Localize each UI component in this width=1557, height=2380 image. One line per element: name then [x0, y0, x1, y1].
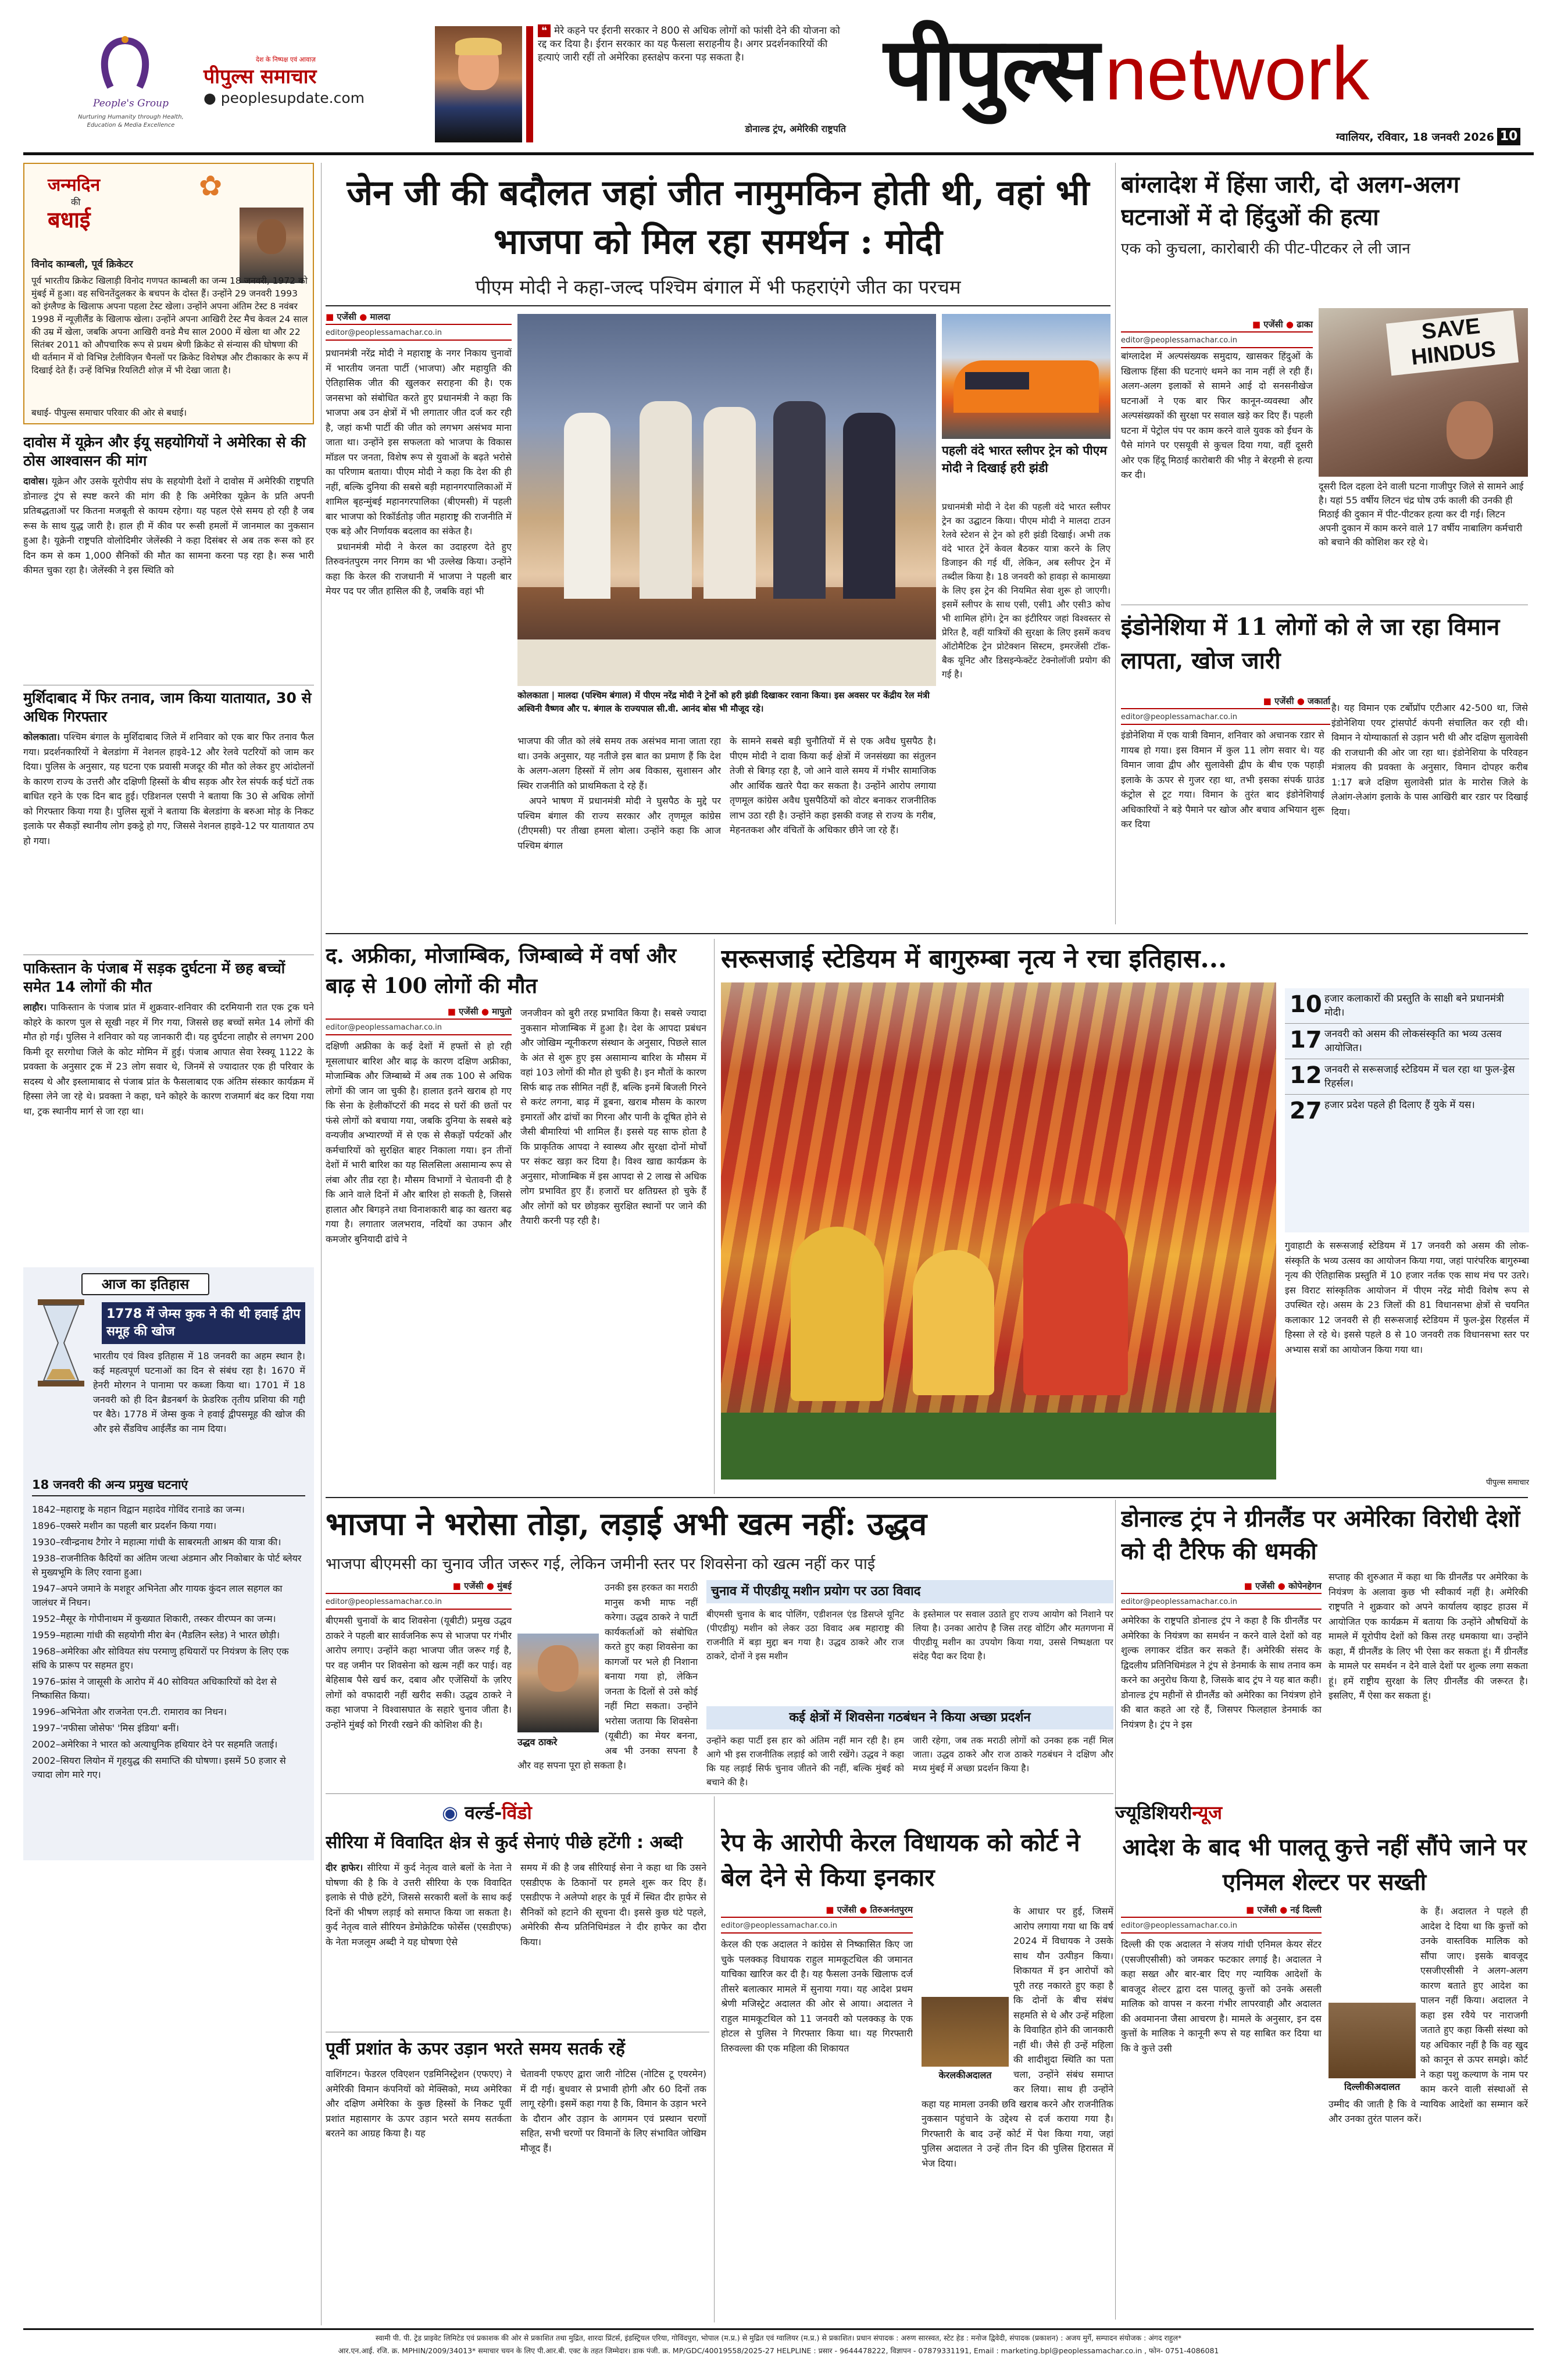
hourglass-icon: [35, 1299, 87, 1386]
camera-icon: ■: [326, 312, 334, 322]
train-body: प्रधानमंत्री मोदी ने देश की पहली वंदे भारत स्लीपर ट्रेन का उद्घाटन किया। पीएम मोदी ने मालदा टाउन रेलवे स्टेशन से ट्रेन को हरी झंडी दिखाई। अभी तक वंदे भारत ट्रेनें केवल बैठकर यात्रा करने के लिए डिजाइन की गई थीं, लेकिन, अब स्लीपर ट्रेन में तब्दील किया है। 18 जनवरी को हावड़ा से कामाख्या के लिए इस ट्रेन की नियमित सेवा शुरू हो जाएगी। इसमें स्लीपर के साथ एसी, एसी1 और एसी3 कोच भी शामिल होंगे। ट्रेन का इंटीरियर जहां विश्वस्तर से प्रेरित है, वहीं यात्रियों की सुरक्षा के लिए इसमें कवच ऑटोमैटिक ट्रेन प्रोटेक्शन सिस्टम, इमरजेंसी टॉक-बैक यूनिट और डिसइन्फेक्टेंट टेक्नोलॉजी प्रयोग की गई है।: [942, 502, 1110, 680]
lead-col2-p2: अपने भाषण में प्रधानमंत्री मोदी ने घुसपैठ के मुद्दे पर पश्चिम बंगाल की राज्य सरकार और तृणमूल कांग्रेस (टीएमसी) पर तीखा हमला बोला। उन्होंने कहा कि आज पश्चिम बंगाल: [517, 795, 721, 851]
footer-line-1: स्वामी पी. पी. ट्रेड प्राइवेट लिमिटेड एवं प्रकाशक की ओर से प्रकाशित तथा मुद्रित, शारदा प्रिंटर्स, इंडस्ट्रियल एरिया, गोविंदपुरा, भोपाल (म.प्र.) से मुद्रित एवं ग्वालियर (म.प्र.) से प्रकाशित। प्रधान संपादक : अरुण सारस्वत, स्टेट हेड : मनोज द्विवेदी, संपादक (प्रकाशन) : अजय मुर्गे, सम्पादन संयोजक : अंगद राहुल*: [375, 2333, 1182, 2342]
lead-col1-p1: प्रधानमंत्री नरेंद्र मोदी ने महाराष्ट्र के नगर निकाय चुनावों में भारतीय जनता पार्टी (भाजपा) और महायुति की ऐतिहासिक जीत की खुलकर सराहना की है। एक जनसभा को संबोधित करते हुए प्रधानमंत्री ने कहा कि भाजपा अब उन क्षेत्रों में भी लगातार जीत दर्ज कर रही है, जहां कभी पार्टी की जीत को लगभग असंभव माना जाता था। उन्होंने इस सफलता को भाजपा के विकास मॉडल पर जनता, विशेष रूप से युवाओं के बढ़ते भरोसे का परिणाम बताया। पीएम मोदी ने कहा कि देश की ही नहीं, बल्कि दुनिया की सबसे बड़ी महानगरपालिकाओं में शामिल बृहन्मुंबई महानगरपालिका (बीएमसी) में पहली बार भाजपा को रिकॉर्डतोड़ जीत महाराष्ट्र की राजनीति में एक बड़े और निर्णायक बदलाव का संकेत है।: [326, 348, 512, 537]
pin-icon: ●: [486, 1581, 494, 1591]
other-events-title: 18 जनवरी की अन्य प्रमुख घटनाएं: [32, 1477, 305, 1496]
gavel-photo: [922, 1997, 1009, 2084]
judiciary-label-a: ज्यूडिशियरी: [1115, 1802, 1192, 1824]
fact-item: [1285, 988, 1529, 1024]
pakistan-headline: पाकिस्तान के पंजाब में सड़क दुर्घटना में छह बच्चों समेत 14 लोगों की मौत: [23, 960, 285, 995]
trump-photo: [435, 26, 522, 142]
group-name: People's Group: [93, 98, 169, 109]
kerala-place: तिरुअनंतपुरम: [870, 1904, 913, 1915]
history-box: [23, 1267, 314, 1860]
padu-col1: बीएमसी चुनाव के बाद पोलिंग, एडीशनल एंड डिसप्ले यूनिट (पीएडीयू) मशीन को लेकर उठा विवाद अब महाराष्ट्र की राजनीति में बड़ा मुद्दा बन गया है। उद्धव ठाकरे और राज ठाकरे, दोनों ने इस मशीन: [706, 1609, 904, 1661]
gavel-photo: [1329, 2003, 1416, 2096]
event-item: 1968–अमेरिका और सोवियत संघ परमाणु हथियारों पर नियंत्रण के लिए एक संधि के प्रारूप पर सहमत हुए।: [32, 1646, 289, 1671]
birthday-body: पूर्व भारतीय क्रिकेट खिलाड़ी विनोद गणपत काम्बली का जन्म 18 जनवरी, 1972 को मुंबई में हुआ। वह सचिनतेंदुलकर के बचपन के दोस्त हैं। उन्होंने 29 जनवरी 1993 को इंग्लैण्ड के खिलाफ अपना पहला टेस्ट खेला। उन्होंने अपना अंतिम टेस्ट 8 नवंबर 1998 में न्यूज़ीलैंड के खिलाफ खेला। उन्होंने अपना आखिरी टेस्ट मैच केवल 24 साल की उम्र में खेला, जबकि अपना आखिरी वनडे मैच साल 2000 में खेला था और 22 सितंबर 2011 को औपचारिक रूप से प्रथम श्रेणी क्रिकेट से संन्यास की घोषणा की थी वर्तमान में वो विभिन्न टेलीविज़न चैनलों पर क्रिकेट विशेषज्ञ और टीकाकार के रूप में दिखाई देते हैं। उन्हें विभिन्न रियलिटी शोज़ में भी देखा जाता है।: [31, 276, 308, 376]
pin-icon: ●: [481, 1006, 489, 1017]
fact-item: [1285, 1024, 1529, 1059]
rule: [326, 1497, 1528, 1498]
peoples-group-logo: [70, 23, 192, 151]
bangladesh-headline: बांग्लादेश में हिंसा जारी, दो अलग-अलग घटनाओं में दो हिंदुओं की हत्या: [1121, 171, 1460, 231]
history-body: भारतीय एवं विश्व इतिहास में 18 जनवरी का अहम स्थान है। कई महत्वपूर्ण घटनाओं का दिन से संबंध रहा है। 1670 में हेनरी मोरगन ने पानामा पर कब्जा किया था। 1701 में 18 जनवरी को ही दिन ब्रैडनबर्ग के फ्रेडरिक तृतीय प्रशिया की गद्दी पर बैठे। 1778 में जेम्स कुक ने हवाई द्वीपसमूह की खोज की और इसे सैंडविच आईलैंड का नाम दिया।: [93, 1350, 305, 1434]
judiciary-col2-text: के हैं। अदालत ने पहले ही आदेश दे दिया था कि कुत्तों को उनके वास्तविक मालिक को सौंपा जाए। इसके बावजूद एसजीएसीसी ने अलग-अलग कारण बताते हुए आदेश का पालन नहीं किया। अदालत ने कहा इस रवैये पर नाराजगी जताते हुए कहा किसी संस्था को यह अधिकार नहीं है कि वह खुद को कानून से ऊपर समझे। कोर्ट ने कहा पशु कल्याण के नाम पर काम करने वाली संस्थाओं से उम्मीद की जाती है कि वे न्यायिक आदेशों का सम्मान करें और उनका तुरंत पालन करें।: [1329, 1906, 1528, 2124]
event-item: 1976–फ्रांस ने जासूसी के आरोप में 40 सोवियत अधिकारियों को देश से निष्कासित किया।: [32, 1676, 277, 1701]
lead-col2-p1: भाजपा की जीत को लंबे समय तक असंभव माना जाता रहा था। उनके अनुसार, यह नतीजे इस बात का प्रमाण हैं कि देश के अलग-अलग हिस्सों में लोग अब विकास, सुशासन और स्थिर राजनीति को प्राथमिकता दे रहे हैं।: [517, 735, 721, 791]
kerala-headline: रेप के आरोपी केरल विधायक को कोर्ट ने बेल देने से किया इनकार: [721, 1828, 1080, 1892]
judiciary-headline: आदेश के बाद भी पालतू कुत्ते नहीं सौंपे जाने पर एनिमल शेल्टर पर सख्ती: [1122, 1834, 1527, 1896]
event-item: 1938–राजनीतिक कैदियों का अंतिम जत्था अंडमान और निकोबार के पोर्ट ब्लेयर से मुख्यभूमि के लिए रवाना हुआ।: [32, 1553, 302, 1578]
flight-col2: चेतावनी एफएए द्वारा जारी नोटिस (नोटिस टू एयरमेन) में दी गई। बुधवार से प्रभावी होगी और 60 दिनों तक लागू रहेगी। इसमें कहा गया है कि, विमान के उड़ान भरने के दौरान और उड़ान के आगमन एवं प्रस्थान चरणों सहित, सभी चरणों पर विमानों के लिए संभावित जोखिम मौजूद हैं।: [520, 2068, 706, 2154]
brand-hindi: पीपुल्स: [884, 19, 1098, 120]
camera-icon: ■: [1245, 1904, 1255, 1915]
quote-icon: ❝: [538, 24, 551, 37]
pakistan-text: पाकिस्तान के पंजाब प्रांत में शुक्रवार-शनिवार की दरमियानी रात एक ट्रक घने कोहरे के कारण पुल से सूखी नहर में गिर गया, जिससे छह बच्चों समेत 14 लोगों की मौत हो गई। पुलिस ने शनिवार को यह जानकारी दी। यह दुर्घटना लाहौर से लगभग 200 किमी दूर सरगोधा जिले के कोट मोमिन में हुई। पंजाब आपात सेवा रेस्क्यू 1122 के प्रवक्ता के अनुसार ट्रक में 23 लोग सवार थे, जिनमें से ज्यादातर एक ही परिवार के सदस्य थे और इस्लामाबाद से पंजाब प्रांत के फैसलाबाद एक अंतिम संस्कार कार्यक्रम में हिस्सा लेने जा रहे थे। प्रवक्ता ने कहा, घने कोहरे के कारण राजमार्ग बंद कर दिया गया था, ट्रक स्थानीय मार्ग से जा रहा था।: [23, 1002, 314, 1117]
horseshoe-logo-icon: [99, 35, 151, 93]
quote-body: मेरे कहने पर ईरानी सरकार ने 800 से अधिक लोगों को फांसी देने की योजना को रद्द कर दिया है। ईरान सरकार का यह फैसला सराहनीय है। अगर प्रदर्शनकारियों की हत्याएं जारी रहीं तो अमेरिका हस्तक्षेप करना पड़ सकता है।: [538, 25, 840, 63]
world-window-label: [442, 1799, 645, 1826]
camera-icon: ■: [1252, 319, 1260, 330]
uddhav-subheadline: भाजपा बीएमसी का चुनाव जीत जरूर गई, लेकिन जमीनी स्तर पर शिवसेना को खत्म नहीं कर पाई: [326, 1555, 876, 1573]
syria-col2: समय में की है जब सीरियाई सेना ने कहा था कि उसने एसडीएफ के ठिकानों पर हमले शुरू कर दिए हैं। एसडीएफ ने अलेप्पो शहर के पूर्व में स्थित दीर हाफेर से सैनिकों को हटाने की सूचना दी। इससे कुछ घंटे पहले, अमेरिकी सैन्य प्रतिनिधिमंडल ने दीर हाफेर का दौरा किया।: [520, 1862, 706, 1947]
rule: [326, 933, 1528, 934]
samachar-brand: [203, 55, 395, 119]
bangladesh-email: editor@peoplessamachar.co.in: [1121, 336, 1313, 348]
judiciary-byline: [1121, 1904, 1322, 1937]
judiciary-label: [1047, 1799, 1291, 1826]
kerala-court-tag: केरलकीअदालत: [922, 2067, 1009, 2084]
syria-headline: सीरिया में विवादित क्षेत्र से कुर्द सेनाएं पीछे हटेंगी : अब्दी: [326, 1832, 683, 1853]
camera-icon: ■: [1244, 1581, 1252, 1591]
africa-col1: दक्षिणी अफ्रीका के कई देशों में हफ्तों से हो रही मूसलाधार बारिश और बाढ़ के कारण दक्षिण अफ्रीका, मोजाम्बिक और जिम्बाब्वे में अब तक 100 से अधिक लोगों की जान जा चुकी है। हालात इतने खराब हो गए कि सेना के हेलीकॉप्टरों की मदद से घरों की छतों पर फंसे लोगों को बचाया गया, जबकि दुनिया के सबसे बड़े वन्यजीव अभ्यारण्यों में से एक से सैकड़ों पर्यटकों और कर्मचारियों को सुरक्षित बाहर निकाला गया। इन तीनों देशों में भारी बारिश का यह सिलसिला असामान्य रूप से लंबा और तीव्र रहा है। मौसम विभागों ने चेतावनी दी है कि आने वाले दिनों में और बारिश हो सकती है, जिससे हालात और बिगड़ने तथा विनाशकारी बाढ़ का खतरा बढ़ गया है। लगातार जलभराव, नदियों का उफान और कमजोर बुनियादी ढांचे ने: [326, 1041, 512, 1245]
fact-text: जनवरी को असम की लोकसंस्कृति का भव्य उत्सव आयोजित।: [1324, 1028, 1502, 1054]
kerala-agency: एजेंसी: [837, 1904, 857, 1915]
save-hindus-photo: [1319, 308, 1528, 477]
uddhav-email: editor@peoplessamachar.co.in: [326, 1598, 512, 1610]
quote-author: डोनाल्ड ट्रंप, अमेरिकी राष्ट्रपति: [745, 123, 846, 134]
assam-headline: सरूसजाई स्टेडियम में बागुरुम्बा नृत्य ने रचा इतिहास...: [721, 944, 1227, 974]
footer-line-2: आर.एन.आई. रजि. क्र. MPHIN/2009/34013* समाचार चयन के लिए पी.आर.बी. एक्ट के तहत जिम्मेदार। डाक पंजी. क्र. MP/GDC/40019558/2025-27 HELPLINE : प्रसार - 9644478222, विज्ञापन - 07879331191, Email : marketing.bpl@peoplessamachar.co.in , फोन- 0751-4086081: [338, 2346, 1219, 2355]
event-item: 1947–अपने जमाने के मशहूर अभिनेता और गायक कुंदन लाल सहगल का जालंधर में निधन।: [32, 1583, 283, 1608]
kerala-col1: केरल की एक अदालत ने कांग्रेस से निष्कासित किए जा चुके पलक्कड़ विधायक राहुल मामकूटथिल की जमानत याचिका खारिज कर दी है। यह फैसला उनके खिलाफ दर्ज तीसरे बलात्कार मामले में सुनाया गया। यह आदेश प्रथम श्रेणी मजिस्ट्रेट अदालत की ओर से आया। अदालत ने राहुल मामकूटथिल को 11 जनवरी को पलक्कड़ के एक होटल से पुलिस ने गिरफ्तार किया था। यह गिरफ्तारी तिरुवल्ला की एक महिला की शिकायत: [721, 1939, 913, 2054]
fact-text: हजार कलाकारों की प्रस्तुति के साक्षी बने प्रधानमंत्री मोदी।: [1324, 993, 1504, 1019]
history-headline: 1778 में जेम्स कुक ने की थी हवाई द्वीप समूह की खोज: [102, 1302, 305, 1344]
protest-placard: SAVE HINDUS: [1386, 310, 1519, 376]
birthday-title: [48, 176, 164, 234]
africa-headline: द. अफ्रीका, मोजाम्बिक, जिम्बाब्वे में वर्षा और बाढ़ से 100 लोगों की मौत: [326, 944, 677, 998]
pakistan-dateline: लाहौर।: [23, 1002, 47, 1013]
event-item: 1930–रवीन्द्रनाथ टैगोर ने महात्मा गांधी के साबरमती आश्रम की यात्रा की।: [32, 1536, 281, 1548]
lead-col1-p2: प्रधानमंत्री मोदी ने केरल का उदाहरण देते हुए तिरुवनंतपुरम नगर निगम का भी उल्लेख किया। उन्होंने कहा कि केरल की राजधानी में भाजपा ने पहली बार मेयर पद पर जीत हासिल की है, जबकि वहां भी: [326, 541, 512, 596]
fact-number: 27: [1290, 1098, 1322, 1124]
column-rule: [1115, 1500, 1116, 2320]
davos-text: यूक्रेन और उसके यूरोपीय संघ के सहयोगी देशों ने दावोस में अमेरिकी राष्ट्रपति डोनाल्ड ट्रंप से स्पष्ट करने की मांग की है कि अमेरिका यूक्रेन के प्रति अपनी प्रतिबद्धताओं पर कितना मजबूती से कायम रहेगा। यह पहल ऐसे समय हो रही है जब रूस के साथ युद्ध जारी है। हाल ही में कीव पर रूसी हमलों में जानमाल का नुकसान हुआ है। यूक्रेनी राष्ट्रपति वोलोदिमीर जेलेंस्की ने कहा दिसंबर से अब तक रूस को हर दिन कम से कम 1,000 सैनिकों की मौत का सामना करना पड़ रहा है। रूस भारी कीमत चुका रहा है। जेलेंस्की ने इस स्थिति को: [23, 476, 314, 576]
events-list: [32, 1503, 305, 1854]
indonesia-email: editor@peoplessamachar.co.in: [1121, 713, 1330, 725]
birthday-box: [23, 163, 314, 424]
pin-icon: ●: [859, 1904, 867, 1915]
uddhav-place: मुंबई: [497, 1581, 512, 1591]
kerala-email: editor@peoplessamachar.co.in: [721, 1921, 913, 1934]
samachar-site: [203, 90, 395, 107]
quote-bar: [526, 26, 533, 142]
fact-number: 12: [1290, 1062, 1322, 1089]
lead-subheadline: पीएम मोदी ने कहा-जल्द पश्चिम बंगाल में भी फहराएंगे जीत का परचम: [475, 276, 961, 298]
flower-icon: ✿: [199, 170, 223, 202]
assam-body: गुवाहाटी के सरूसजाई स्टेडियम में 17 जनवरी को असम की लोक-संस्कृति के भव्य उत्सव का आयोजन किया गया, जहां पारंपरिक बागुरुम्बा नृत्य की ऐतिहासिक प्रस्तुति में 10 हजार नर्तक एक साथ मंच पर उतरे। इस विराट सांस्कृतिक आयोजन में पीएम नरेंद्र मोदी विशेष रूप से उपस्थित रहे। असम के 23 जिलों की 81 विधानसभा क्षेत्रों से चयनित कलाकार 12 जनवरी से ही सरूसजाई स्टेडियम में फुल-ड्रेस रिहर्सल में हिस्सा ले रहे थे। इससे पहले 8 से 10 जनवरी तक विधानसभा स्तर पर अभ्यास सत्रों का आयोजन किया गया था।: [1285, 1240, 1529, 1355]
uddhav-agency: एजेंसी: [464, 1581, 484, 1591]
uddhav-col1: बीएमसी चुनावों के बाद शिवसेना (यूबीटी) प्रमुख उद्धव ठाकरे ने पहली बार सार्वजनिक रूप से भाजपा पर गंभीर आरोप लगाए। उन्होंने कहा भाजपा जीत जरूर गई है, पर वह जमीन पर शिवसेना को खत्म नहीं कर पाई। वह बेहिसाब पैसे खर्च कर, दबाव और एजेंसियों के ज़रिए लोगों को वफादारी नहीं खरीद सकी। उद्धव ठाकरे ने कहा भाजपा ने विश्वासघात के सहारे चुनाव जीता है। उन्होंने मुंबई को गिरवी रखने की कोशिश की है।: [326, 1615, 512, 1730]
column-rule: [714, 1796, 715, 2322]
syria-text: सीरिया में कुर्द नेतृत्व वाले बलों के नेता ने घोषणा की है कि वे उत्तरी सीरिया के एक विवादित इलाके से पीछे हटेंगे, जिससे सरकारी बलों के साथ कई दिनों की भीषण लड़ाई को समाप्त किया जा सकता है। कुर्द नेतृत्व वाले सीरियन डेमोक्रेटिक फोर्सेस (एसडीएफ) के नेता मजलूम अब्दी ने यह घोषणा ऐसे: [326, 1862, 512, 1947]
africa-agency: एजेंसी: [459, 1006, 478, 1017]
camera-icon: ■: [452, 1581, 461, 1591]
indonesia-byline: [1121, 695, 1330, 728]
lead-email: editor@peoplessamachar.co.in: [326, 328, 512, 341]
globe-icon: ◉: [442, 1802, 458, 1824]
bangladesh-byline: [1121, 319, 1313, 352]
footer-rule: [23, 2328, 1534, 2330]
judiciary-place: नई दिल्ली: [1290, 1904, 1322, 1915]
event-item: 1997–'नफीसा जोसेफ' 'मिस इंडिया' बनीं।: [32, 1723, 179, 1734]
column-rule: [321, 163, 322, 2325]
birthday-title-c: बधाई: [48, 207, 91, 233]
flight-col1: वाशिंगटन। फेडरल एविएशन एडमिनिस्ट्रेशन (एफएए) ने अमेरिकी विमान कंपनियों को मेक्सिको, मध्य अमेरिका और दक्षिण अमेरिका के कुछ हिस्सों के निकट पूर्वी प्रशांत महासागर के ऊपर उड़ान भरते समय सतर्कता बरतने का आग्रह किया है। यह: [326, 2068, 512, 2139]
judiciary-email: editor@peoplessamachar.co.in: [1121, 1921, 1322, 1934]
photo-credit: पीपुल्स समाचार: [1486, 1478, 1529, 1487]
murshidabad-dateline: कोलकाता।: [23, 731, 60, 742]
column-rule: [714, 939, 715, 1494]
event-item: 1996–अभिनेता और राजनेता एन.टी. रामाराव का निधन।: [32, 1706, 227, 1717]
uddhav-headline: भाजपा ने भरोसा तोड़ा, लड़ाई अभी खत्म नहीं: उद्धव: [326, 1505, 927, 1542]
padu-col2: के इस्तेमाल पर सवाल उठाते हुए राज्य आयोग को निशाने पर लिया है। उनका आरोप है जिस तरह वोटिंग और मतगणना में पीएडीयू मशीन का उपयोग किया गया, उससे निष्पक्षता पर संदेह पैदा कर दिया है।: [913, 1609, 1113, 1661]
flight-headline: पूर्वी प्रशांत के ऊपर उड़ान भरते समय सतर्क रहें: [326, 2039, 625, 2059]
alliance-box-title: कई क्षेत्रों में शिवसेना गठबंधन ने किया अच्छा प्रदर्शन: [706, 1706, 1113, 1729]
event-item: 2002–सियरा लियोन में गृहयुद्ध की समाप्ति की घोषणा। इसमें 50 हजार से ज्यादा लोग मारे गए।: [32, 1755, 286, 1780]
indonesia-place: जकार्ता: [1308, 696, 1330, 706]
indonesia-col1: इंडोनेशिया में एक यात्री विमान, शनिवार को अचानक रडार से गायब हो गया। इस विमान में कुल 11 लोग सवार थे। यह विमान जावा द्वीप और सुलावेसी द्वीप के बीच एक पहाड़ी इलाके के ऊपर से गुजर रहा था, तभी इसका संपर्क ग्राउंड कंट्रोल से टूट गया। विमान के तुरंत बाद इंडोनेशियाई अधिकारियों ने बड़े पैमाने पर खोज और बचाव अभियान शुरू कर दिया: [1121, 730, 1324, 830]
uddhav-byline: [326, 1580, 512, 1613]
bangladesh-place: ढाका: [1297, 319, 1313, 330]
dateline: ग्वालियर, रविवार, 18 जनवरी 2026: [1335, 131, 1494, 144]
indonesia-col2: है। यह विमान एक टर्बोप्रॉप एटीआर 42-500 था, जिसे इंडोनेशिया एयर ट्रांसपोर्ट कंपनी संचालित कर रही थी। विमान ने योग्याकार्ता से उड़ान भरी थी और दक्षिण सुलावेसी की राजधानी की ओर जा रहा था। इंडोनेशिया के परिवहन मंत्रालय की प्रवक्ता के अनुसार, विमान दोपहर करीब 1:17 बजे दक्षिण सुलावेसी प्रांत के मारोस जिले के लेआंग-लेआंग इलाके के पास आखिरी बार रडार पर दिखाई दिया।: [1331, 702, 1528, 817]
camera-icon: ■: [447, 1006, 456, 1017]
alliance-col1: उन्होंने कहा पार्टी इस हार को अंतिम नहीं मान रही है। हम आगे भी इस राजनीतिक लड़ाई को जारी रखेंगे। उद्धव ने कहा कि यह लड़ाई सिर्फ चुनाव जीतने की नहीं, बल्कि मुंबई को बचाने की है।: [706, 1735, 904, 1788]
birthday-title-a: जन्मदिन: [48, 175, 101, 195]
pakistan-body: [23, 1000, 314, 1259]
pin-icon: ●: [1285, 319, 1294, 330]
train-photo: [942, 314, 1110, 439]
uddhav-col2: [517, 1580, 698, 1785]
trump-headline: डोनाल्ड ट्रंप ने ग्रीनलैंड पर अमेरिका विरोधी देशों को दी टैरिफ की धमकी: [1121, 1505, 1520, 1565]
samachar-tagline: देश के निष्पक्ष एवं आवाज़: [256, 56, 316, 63]
syria-dateline: दीर हाफेर।: [326, 1862, 363, 1873]
history-label: आज का इतिहास: [81, 1273, 209, 1295]
modi-event-photo: [517, 314, 936, 686]
africa-col2: जनजीवन को बुरी तरह प्रभावित किया है। सबसे ज्यादा नुकसान मोजाम्बिक में हुआ है। देश के आपदा प्रबंधन और जोखिम न्यूनीकरण संस्थान के अनुसार, पिछले साल के अंत से शुरू हुए इस असामान्य बारिश के मौसम में वहां 103 लोगों की मौत हो चुकी है। इन मौतों के कारण सिर्फ बाढ़ तक सीमित नहीं हैं, बल्कि इनमें बिजली गिरने से करंट लगना, बाढ़ में डूबना, खराब मौसम के कारण इमारतों और ढांचों का गिरना और पानी के दूषित होने से जैसी बीमारियां भी शामिल हैं। इससे यह साफ होता है कि प्राकृतिक आपदा ने स्वास्थ्य और सुरक्षा दोनों मोर्चों पर संकट खड़ा कर दिया है। विश्व खाद्य कार्यक्रम के अनुसार, मोजाम्बिक में इस आपदा से 2 लाख से अधिक लोग प्रभावित हुए हैं। हजारों घर क्षतिग्रस्त हो चुके हैं और लोगों को घर छोड़कर सुरक्षित स्थानों पर जाने की तैयारी करनी पड़ रही है।: [520, 1007, 706, 1226]
kerala-col2: [922, 1904, 1113, 2322]
page-number: 10: [1497, 128, 1520, 145]
alliance-col2: जारी रहेगा, जब तक मराठी लोगों को उनका हक नहीं मिल जाता। उद्धव ठाकरे और राज ठाकरे गठबंधन ने दक्षिण और मध्य मुंबई में अच्छा प्रदर्शन किया है।: [913, 1735, 1113, 1774]
quote-text: [538, 24, 846, 120]
kerala-byline: [721, 1904, 913, 1937]
kerala-col2-text: के आधार पर हुई, जिसमें आरोप लगाया गया था कि वर्ष 2024 में विधायक ने उसके साथ यौन उत्पीड़न किया। शिकायत में इन आरोपों को पूरी तरह नकारते हुए कहा है कि दोनों के बीच संबंध सहमति से थे और उन्हें महिला के विवाहित होने की जानकारी नहीं थी। जैसे ही उन्हें महिला की शादीशुदा स्थिति का पता चला, उन्होंने संबंध समाप्त कर लिया। साथ ही उन्होंने कहा यह मामला उनकी छवि खराब करने और राजनीतिक नुकसान पहुंचाने के उद्देश्य से दर्ज कराया गया है। गिरफ्तारी के बाद उन्हें कोर्ट में पेश किया गया, जहां पुलिस अदालत ने उन्हें तीन दिन की पुलिस हिरासत में भेज दिया।: [922, 1906, 1113, 2169]
birthday-wish: बधाई- पीपुल्स समाचार परिवार की ओर से बधाई।: [31, 408, 187, 418]
rule: [326, 1793, 1113, 1794]
lead-col1: [326, 346, 512, 857]
assam-facts: [1285, 988, 1529, 1232]
padu-box-title: चुनाव में पीएडीयू मशीन प्रयोग पर उठा विवाद: [706, 1580, 1113, 1603]
trump-email: editor@peoplessamachar.co.in: [1121, 1598, 1322, 1610]
judiciary-label-b: न्यूज: [1192, 1802, 1222, 1824]
fact-text: जनवरी से सरूसजाई स्टेडियम में चल रहा था फुल-ड्रेस रिहर्सल।: [1324, 1064, 1515, 1089]
syria-col1: [326, 1860, 512, 2029]
birthday-title-b: की: [71, 196, 81, 208]
trump-agency: एजेंसी: [1255, 1581, 1275, 1591]
group-tagline: Nurturing Humanity through Health, Education & Media Excellence: [78, 114, 184, 128]
judiciary-col1: दिल्ली की एक अदालत ने संजय गांधी एनिमल केयर सेंटर (एसजीएसीसी) को जमकर फटकार लगाई है। अदालत ने कहा सख्त और बार-बार दिए गए न्यायिक आदेशों के बावजूद शेल्टर द्वारा दस पालतू कुत्तों को उनके असली मालिक को वापस न करना गंभीर लापरवाही और अदालत की अवमानना जैसा आचरण है। मामले के अनुसार, इन दस कुत्तों के मालिक ने कानूनी रूप से यह साबित कर दिया था कि वे कुत्ते उसी: [1121, 1939, 1322, 2054]
judiciary-agency: एजेंसी: [1257, 1904, 1277, 1915]
camera-icon: ■: [1263, 696, 1272, 706]
world-label-b: विंडो: [502, 1802, 532, 1824]
fact-number: 17: [1290, 1027, 1322, 1053]
site-url: peoplesupdate.com: [220, 90, 365, 106]
africa-place: मापुतो: [492, 1006, 512, 1017]
globe-icon: ●: [203, 90, 216, 106]
uddhav-photo-caption: उद्धव ठाकरे: [517, 1736, 558, 1748]
indonesia-agency: एजेंसी: [1274, 696, 1294, 706]
world-label-a: वर्ल्ड-: [465, 1802, 502, 1824]
fact-text: हजार प्रदेश पहले ही दिलाए हैं युके में यस।: [1324, 1099, 1475, 1111]
trump-byline: [1121, 1580, 1322, 1613]
event-item: 2002–अमेरिका ने भारत को अत्याधुनिक हथियार देने पर सहमति जताई।: [32, 1739, 278, 1750]
fact-item: [1285, 1059, 1529, 1095]
murshidabad-headline: मुर्शिदाबाद में फिर तनाव, जाम किया यातायात, 30 से अधिक गिरफ्तार: [23, 689, 312, 725]
davos-dateline: दावोस।: [23, 476, 48, 487]
fact-item: [1285, 1095, 1529, 1127]
murshidabad-text: पश्चिम बंगाल के मुर्शिदाबाद जिले में शनिवार को एक बार फिर तनाव फैल गया। प्रदर्शनकारियों ने बेलडांगा में नेशनल हाइवे-12 और रेलवे पटरियों को जाम कर दिया। पुलिस के अनुसार, यह घटना एक प्रवासी मजदूर की मौत को लेकर हुए आंदोलनों के कारण राज्य के उत्तरी और दक्षिणी हिस्सों के बीच सड़क और रेल संपर्क कई घंटों तक बाधित रहने के एक दिन बाद हुई। एडिशनल एसपी ने बताया कि 30 से अधिक लोगों को गिरफ्तार किया गया है। पुलिस सूत्रों ने बताया कि बेलडांगा के बरुआ मोड़ के निकट इलाके पर सैकड़ों स्थानीय लोग इकट्ठे हो गए, जिससे नेशनल हाइवे-12 पर यातायात ठप हो गया।: [23, 731, 314, 846]
samachar-title: पीपुल्स समाचार: [203, 65, 317, 88]
kambli-photo: [240, 208, 303, 283]
lead-agency: एजेंसी: [337, 312, 356, 322]
pin-icon: ●: [359, 312, 367, 322]
event-item: 1959–महात्मा गांधी की सहयोगी मीरा बेन (मैडलिन स्लेड) ने भारत छोड़ी।: [32, 1629, 280, 1641]
uddhav-col2-text: उनकी इस हरकत का मराठी मानुस कभी माफ नहीं करेगा। उद्धव ठाकरे ने पार्टी कार्यकर्ताओं को संबोधित करते हुए कहा शिवसेना का कागजों पर भले ही निशाना बनाया गया हो, लेकिन जनता के दिलों से उसे कोई नहीं मिटा सकता। उन्होंने भरोसा जताया कि शिवसेना (यूबीटी) का मेयर बनना, अब भी उनका सपना है और वह सपना पूरा हो सकता है।: [517, 1582, 698, 1771]
lead-col3: के सामने सबसे बड़ी चुनौतियों में से एक अवैध घुसपैठ है। पीएम मोदी ने दावा किया कई क्षेत्रों में जनसंख्या का संतुलन तेजी से बिगड़ रहा है, जो आने वाले समय में गंभीर सामाजिक और आर्थिक खतरे पैदा कर सकता है। उन्होंने आरोप लगाया तृणमूल कांग्रेस अवैध घुसपैठियों को वोटर बनाकर राजनीतिक लाभ उठा रही है। उन्होंने कहा इसकी वजह से राज्य के गरीब, मेहनतकश और वंचितों के अधिकार छीने जा रहे हैं।: [730, 735, 936, 835]
judiciary-court-tag: दिल्लीकीअदालत: [1329, 2078, 1416, 2096]
lead-photo-caption: कोलकाता | मालदा (पश्चिम बंगाल) में पीएम नरेंद्र मोदी ने ट्रेनों को हरी झंडी दिखाकर रवाना किया। इस अवसर पर केंद्रीय रेल मंत्री अश्विनी वैष्णव और प. बंगाल के राज्यपाल सी.वी. आनंद बोस भी मौजूद रहे।: [517, 690, 930, 714]
trump-place: कोपेनहेगन: [1288, 1581, 1322, 1591]
masthead-rule: [23, 152, 1534, 155]
lead-headline: जेन जी की बदौलत जहां जीत नामुमकिन होती थी, वहां भी भाजपा को मिल रहा समर्थन : मोदी: [347, 173, 1090, 262]
column-rule: [1115, 163, 1116, 924]
murshidabad-body: [23, 730, 314, 950]
bangladesh-photo-caption: दूसरी दिल दहला देने वाली घटना गाजीपुर जिले से सामने आई है। यहां 55 वर्षीय लिटन चंद्र घोष उर्फ काली की उनकी ही मिठाई की दुकान में पीट-पीटकर हत्या कर दी गई। लिटन अपनी दुकान में काम करने वाले 17 वर्षीय नाबालिग कर्मचारी को बचाने की कोशिश कर रहे थे।: [1319, 481, 1524, 548]
africa-byline: [326, 1006, 512, 1039]
pin-icon: ●: [1277, 1581, 1285, 1591]
event-item: 1952–मैसूर के गोपीनाथम में कुख्यात शिकारी, तस्कर वीरप्पन का जन्म।: [32, 1613, 276, 1624]
birthday-name: विनोद काम्बली, पूर्व क्रिकेटर: [31, 259, 133, 270]
event-item: 1842–महाराष्ट्र के महान विद्वान महादेव गोविंद रानाडे का जन्म।: [32, 1504, 245, 1515]
lead-byline: [326, 311, 512, 344]
bangladesh-subheadline: एक को कुचला, कारोबारी की पीट-पीटकर ले ली जान: [1121, 240, 1410, 258]
brand-english: network: [1105, 31, 1370, 116]
davos-body: [23, 474, 314, 681]
pin-icon: ●: [1280, 1904, 1288, 1915]
trump-col1: अमेरिका के राष्ट्रपति डोनाल्ड ट्रंप ने कहा है कि ग्रीनलैंड पर अमेरिका के नियंत्रण का समर्थन न करने वाले देशों को वह शुल्क लगाकर दंडित कर सकते हैं। अमेरिकी संसद के द्विदलीय प्रतिनिधिमंडल ने ट्रंप से डेनमार्क के साथ तनाव कम करने का अनुरोध किया है, जिसके बाद ट्रंप ने यह बात कही। डोनाल्ड ट्रंप महीनों से ग्रीनलैंड को अमेरिका का नियंत्रण होने की बात कहते आ रहे हैं, जिसपर फिलहाल डेनमार्क का नियंत्रण है। ट्रंप ने इस: [1121, 1615, 1322, 1730]
lead-place: मालदा: [370, 312, 391, 322]
fact-number: 10: [1290, 991, 1322, 1018]
trump-col2: सप्ताह की शुरुआत में कहा था कि ग्रीनलैंड पर अमेरिका के नियंत्रण के अलावा कुछ भी स्वीकार्य नहीं है। अमेरिकी राष्ट्रपति ने शुक्रवार को अपने कार्यालय व्हाइट हाउस में आयोजित एक कार्यक्रम में बताया कि उन्होंने औषधियों के मामले में यूरोपीय देशों को किस तरह धमकाया था। उन्होंने कहा, मैं ग्रीनलैंड के लिए भी ऐसा कर सकता हूं। मैं ग्रीनलैंड के मामले पर समर्थन न देने वाले देशों पर शुल्क लगा सकता हूं। हमें राष्ट्रीय सुरक्षा के लिए ग्रीनलैंड की जरूरत है। इसलिए, मैं ऐसा कर सकता हूं।: [1329, 1571, 1528, 1701]
bangladesh-agency: एजेंसी: [1263, 319, 1283, 330]
camera-icon: ■: [826, 1904, 834, 1915]
bagurumba-dance-photo: [721, 982, 1276, 1480]
rule: [326, 305, 1110, 306]
event-item: 1896–एक्सरे मशीन का पहली बार प्रदर्शन किया गया।: [32, 1520, 217, 1531]
train-headline: पहली वंदे भारत स्लीपर ट्रेन को पीएम मोदी ने दिखाई हरी झंडी: [942, 444, 1107, 475]
bangladesh-body: बांग्लादेश में अल्पसंख्यक समुदाय, खासकर हिंदुओं के खिलाफ हिंसा की घटनाएं थमने का नाम नहीं ले रही हैं। अलग-अलग इलाकों से सामने आई दो सनसनीखेज घटनाओं ने एक बार फिर कानून-व्यवस्था और अल्पसंख्यकों की सुरक्षा पर सवाल खड़े कर दिए हैं। पहली घटना में पेट्रोल पंप पर काम करने वाले युवक को ईंधन के पैसे मांगने पर एसयूवी से कुचल दिया गया, वहीं दूसरी ओर एक हिंदू मिठाई कारोबारी की भीड़ ने बेरहमी से हत्या कर दी।: [1121, 351, 1313, 480]
network-brand: [884, 12, 1547, 128]
indonesia-headline: इंडोनेशिया में 11 लोगों को ले जा रहा विमान लापता, खोज जारी: [1121, 613, 1500, 674]
davos-headline: दावोस में यूक्रेन और ईयू सहयोगियों ने अमेरिका से की ठोस आश्वासन की मांग: [23, 434, 306, 469]
judiciary-col2: [1329, 1904, 1528, 2322]
pin-icon: ●: [1297, 696, 1305, 706]
lead-col2: [517, 734, 721, 925]
africa-email: editor@peoplessamachar.co.in: [326, 1023, 512, 1035]
